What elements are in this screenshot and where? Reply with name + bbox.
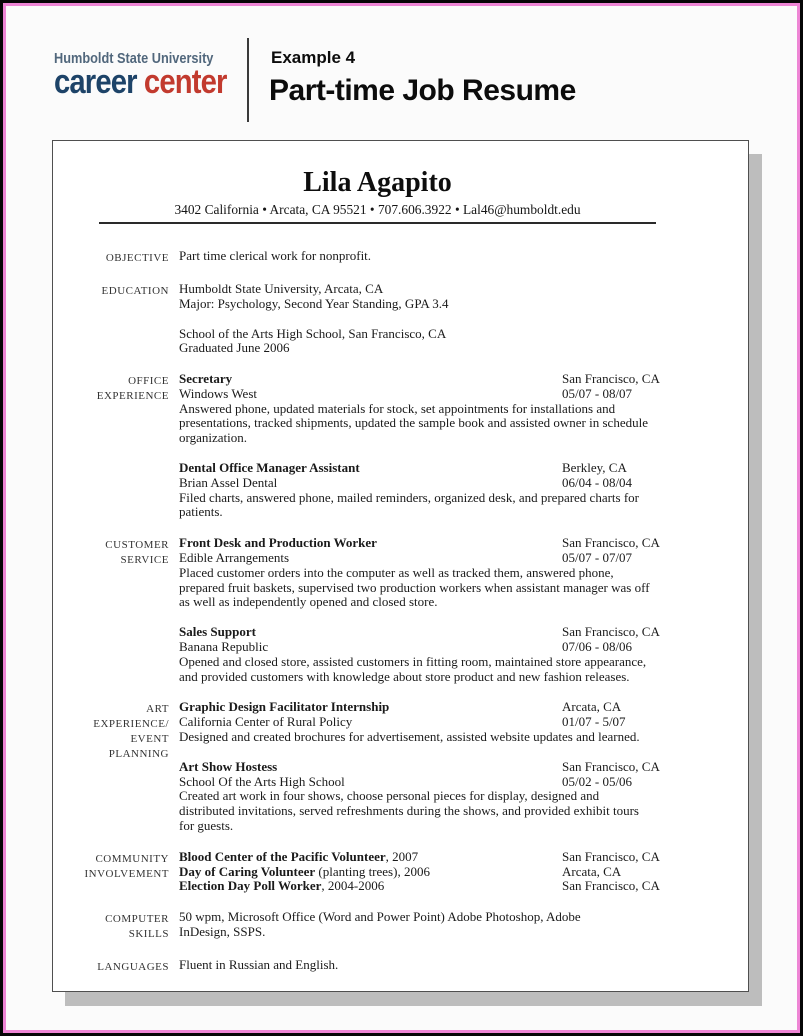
community-item: Election Day Poll Worker, 2004-2006 San Francisco, CA <box>179 878 660 894</box>
section-community-involvement <box>53 850 748 894</box>
section-label: EDUCATION <box>101 284 169 297</box>
logo-tagline: Humboldt State University <box>54 50 214 67</box>
job-title: Dental Office Manager Assistant <box>179 460 360 476</box>
section-label: CUSTOMER SERVICE <box>105 539 169 567</box>
example-label: Example 4 <box>271 48 356 67</box>
objective-text: Part time clerical work for nonprofit. <box>179 248 372 263</box>
section-computer-skills <box>53 910 748 942</box>
job-dates: 06/04 - 08/04 <box>562 474 633 490</box>
section-label: COMMUNITY INVOLVEMENT <box>84 852 169 880</box>
community-location: San Francisco, CA <box>562 848 660 864</box>
wordmark-career: career <box>54 63 137 101</box>
page-title: Part-time Job Resume <box>269 74 576 107</box>
section-label: COMPUTER SKILLS <box>105 913 169 941</box>
job-title: Graphic Design Facilitator Internship <box>179 699 390 715</box>
section-label: ART EXPERIENCE/ EVENT PLANNING <box>93 703 169 761</box>
community-item: Blood Center of the Pacific Volunteer, 2007 San Francisco, CA <box>179 848 660 864</box>
header-rule <box>99 222 656 224</box>
section-languages <box>53 958 748 975</box>
section-customer-service <box>53 536 748 684</box>
job-entry <box>179 535 660 610</box>
job-dates: 07/06 - 08/06 <box>562 639 633 655</box>
job-description: Created art work in four shows, choose personal pieces for display, designed and distributed invitations, served refreshments during the shows, and provided exhibit tours for guests. <box>179 788 639 834</box>
section-office-experience <box>53 372 748 520</box>
community-location: Arcata, CA <box>562 863 622 879</box>
job-description: Designed and created brochures for advertisement, assisted website updates and learned. <box>179 729 640 745</box>
job-location: Arcata, CA <box>562 699 622 715</box>
education-entry <box>179 327 656 357</box>
job-company: Windows West <box>179 385 257 401</box>
job-location: San Francisco, CA <box>562 758 660 774</box>
job-dates: 01/07 - 5/07 <box>562 714 626 730</box>
job-company: Edible Arrangements <box>179 550 290 566</box>
humboldt-career-center-logo <box>54 50 255 100</box>
job-location: San Francisco, CA <box>562 371 660 387</box>
job-description: Opened and closed store, assisted customers in fitting room, maintained store appearance, and provided customers with knowledge about store product and new fashion releases. <box>179 653 647 684</box>
job-title: Front Desk and Production Worker <box>179 535 377 551</box>
job-location: San Francisco, CA <box>562 535 660 551</box>
computer-skills-text: 50 wpm, Microsoft Office (Word and Power Point) Adobe Photoshop, Adobe InDesign, SSPS. <box>179 909 581 939</box>
resume-contact-line: 3402 California • Arcata, CA 95521 • 707.606.3922 • Lal46@humboldt.edu <box>174 202 581 217</box>
education-school: School of the Arts High School, San Francisco, CA <box>179 325 447 341</box>
education-school: Humboldt State University, Arcata, CA <box>179 280 384 296</box>
header-divider-line <box>247 38 249 122</box>
resume-sections <box>53 249 748 975</box>
resume-name: Lila Agapito <box>303 167 452 198</box>
job-title: Secretary <box>179 371 233 387</box>
job-entry <box>179 700 656 744</box>
job-description: Filed charts, answered phone, mailed reminders, organized desk, and prepared charts for patients. <box>179 489 640 520</box>
job-title: Art Show Hostess <box>179 758 278 774</box>
education-entry <box>179 282 656 312</box>
job-entry <box>179 758 660 834</box>
section-label: LANGUAGES <box>97 961 169 974</box>
section-objective <box>53 249 748 266</box>
wordmark-center: center <box>143 63 227 101</box>
job-entry <box>179 371 660 446</box>
section-art-experience <box>53 700 748 833</box>
job-company: Banana Republic <box>179 639 269 655</box>
section-education <box>53 282 748 356</box>
job-dates: 05/02 - 05/06 <box>562 773 633 789</box>
education-detail: Major: Psychology, Second Year Standing, GPA 3.4 <box>179 295 449 311</box>
community-item: Day of Caring Volunteer (planting trees), 2006 Arcata, CA <box>179 863 622 879</box>
job-entry <box>179 624 660 684</box>
job-company: School Of the Arts High School <box>179 773 345 789</box>
community-location: San Francisco, CA <box>562 878 660 894</box>
job-location: San Francisco, CA <box>562 624 660 640</box>
job-dates: 05/07 - 08/07 <box>562 385 633 401</box>
resume-header <box>99 167 656 219</box>
job-company: Brian Assel Dental <box>179 474 278 490</box>
languages-text: Fluent in Russian and English. <box>179 957 339 973</box>
job-dates: 05/07 - 07/07 <box>562 550 633 566</box>
job-description: Placed customer orders into the computer as well as tracked them, answered phone, prepared fruit baskets, supervised two production workers when assistant manager was off as well as independently opened and closed store. <box>179 564 650 610</box>
education-detail: Graduated June 2006 <box>179 340 290 356</box>
job-company: California Center of Rural Policy <box>179 714 353 730</box>
section-label: OFFICE EXPERIENCE <box>96 375 169 402</box>
career-center-wordmark <box>54 64 227 100</box>
section-label: OBJECTIVE <box>105 252 169 264</box>
resume-sheet <box>52 140 749 992</box>
job-title: Sales Support <box>179 624 256 640</box>
job-entry <box>179 461 656 520</box>
job-description: Answered phone, updated materials for stock, set appointments for installations and presentations, tracked shipments, updated the sample book and assisted owner in schedule organization. <box>179 400 648 446</box>
job-location: Berkley, CA <box>562 460 627 476</box>
